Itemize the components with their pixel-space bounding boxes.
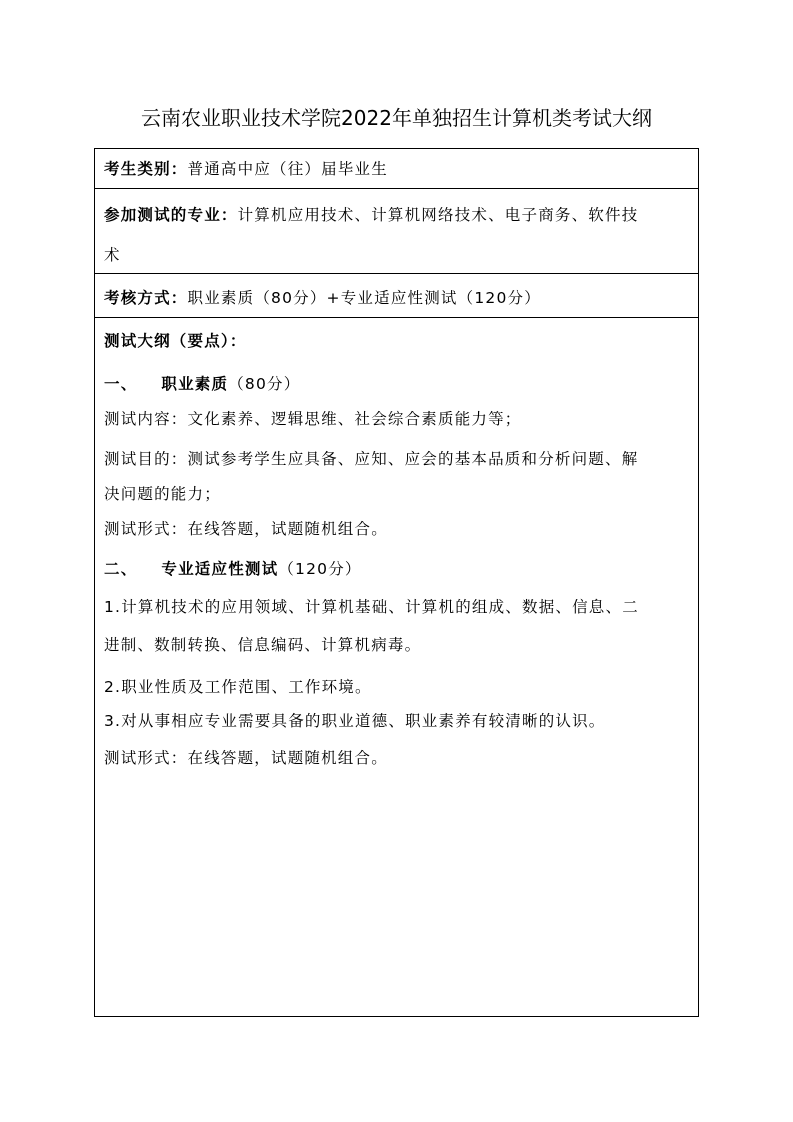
label: 参加测试的专业： bbox=[104, 206, 238, 224]
outline-table bbox=[94, 148, 699, 1017]
s1-content: 测试内容：文化素养、逻辑思维、社会综合素质能力等； bbox=[104, 410, 522, 428]
majors-row-continued: 术 bbox=[104, 246, 121, 264]
section-score: （120分） bbox=[278, 560, 362, 578]
s2-item1: 1.计算机技术的应用领域、计算机基础、计算机的组成、数据、信息、二 bbox=[104, 598, 639, 616]
row-divider bbox=[95, 273, 698, 274]
assessment-method-row bbox=[104, 287, 541, 309]
value: 普通高中应（往）届毕业生 bbox=[187, 160, 388, 178]
s2-item3: 3.对从事相应专业需要具备的职业道德、职业素养有较清晰的认识。 bbox=[104, 712, 606, 730]
majors-row bbox=[104, 204, 638, 226]
row-divider bbox=[95, 188, 698, 189]
section-num: 一、 bbox=[104, 375, 138, 393]
section1-heading bbox=[104, 373, 300, 395]
section-score: （80分） bbox=[228, 375, 301, 393]
s2-item2: 2.职业性质及工作范围、工作环境。 bbox=[104, 678, 372, 696]
label: 考核方式： bbox=[104, 289, 188, 307]
s1-form: 测试形式：在线答题，试题随机组合。 bbox=[104, 520, 388, 538]
s2-form: 测试形式：在线答题，试题随机组合。 bbox=[104, 749, 388, 767]
value: 职业素质（80分）+专业适应性测试（120分） bbox=[187, 289, 541, 307]
document-title: 云南农业职业技术学院2022年单独招生计算机类考试大纲 bbox=[141, 106, 652, 130]
s1-goal: 测试目的：测试参考学生应具备、应知、应会的基本品质和分析问题、解 bbox=[104, 450, 639, 468]
section-title: 职业素质 bbox=[161, 375, 229, 393]
label: 考生类别： bbox=[104, 160, 188, 178]
s1-goal-continued: 决问题的能力； bbox=[104, 485, 221, 503]
value: 计算机应用技术、计算机网络技术、电子商务、软件技 bbox=[237, 206, 639, 224]
heading-text: 测试大纲（要点）： bbox=[104, 332, 247, 350]
section-num: 二、 bbox=[104, 560, 138, 578]
candidate-category-row bbox=[104, 158, 388, 180]
section-title: 专业适应性测试 bbox=[161, 560, 279, 578]
outline-heading bbox=[104, 330, 247, 352]
row-divider bbox=[95, 317, 698, 318]
section2-heading bbox=[104, 558, 362, 580]
s2-item1-continued: 进制、数制转换、信息编码、计算机病毒。 bbox=[104, 636, 422, 654]
